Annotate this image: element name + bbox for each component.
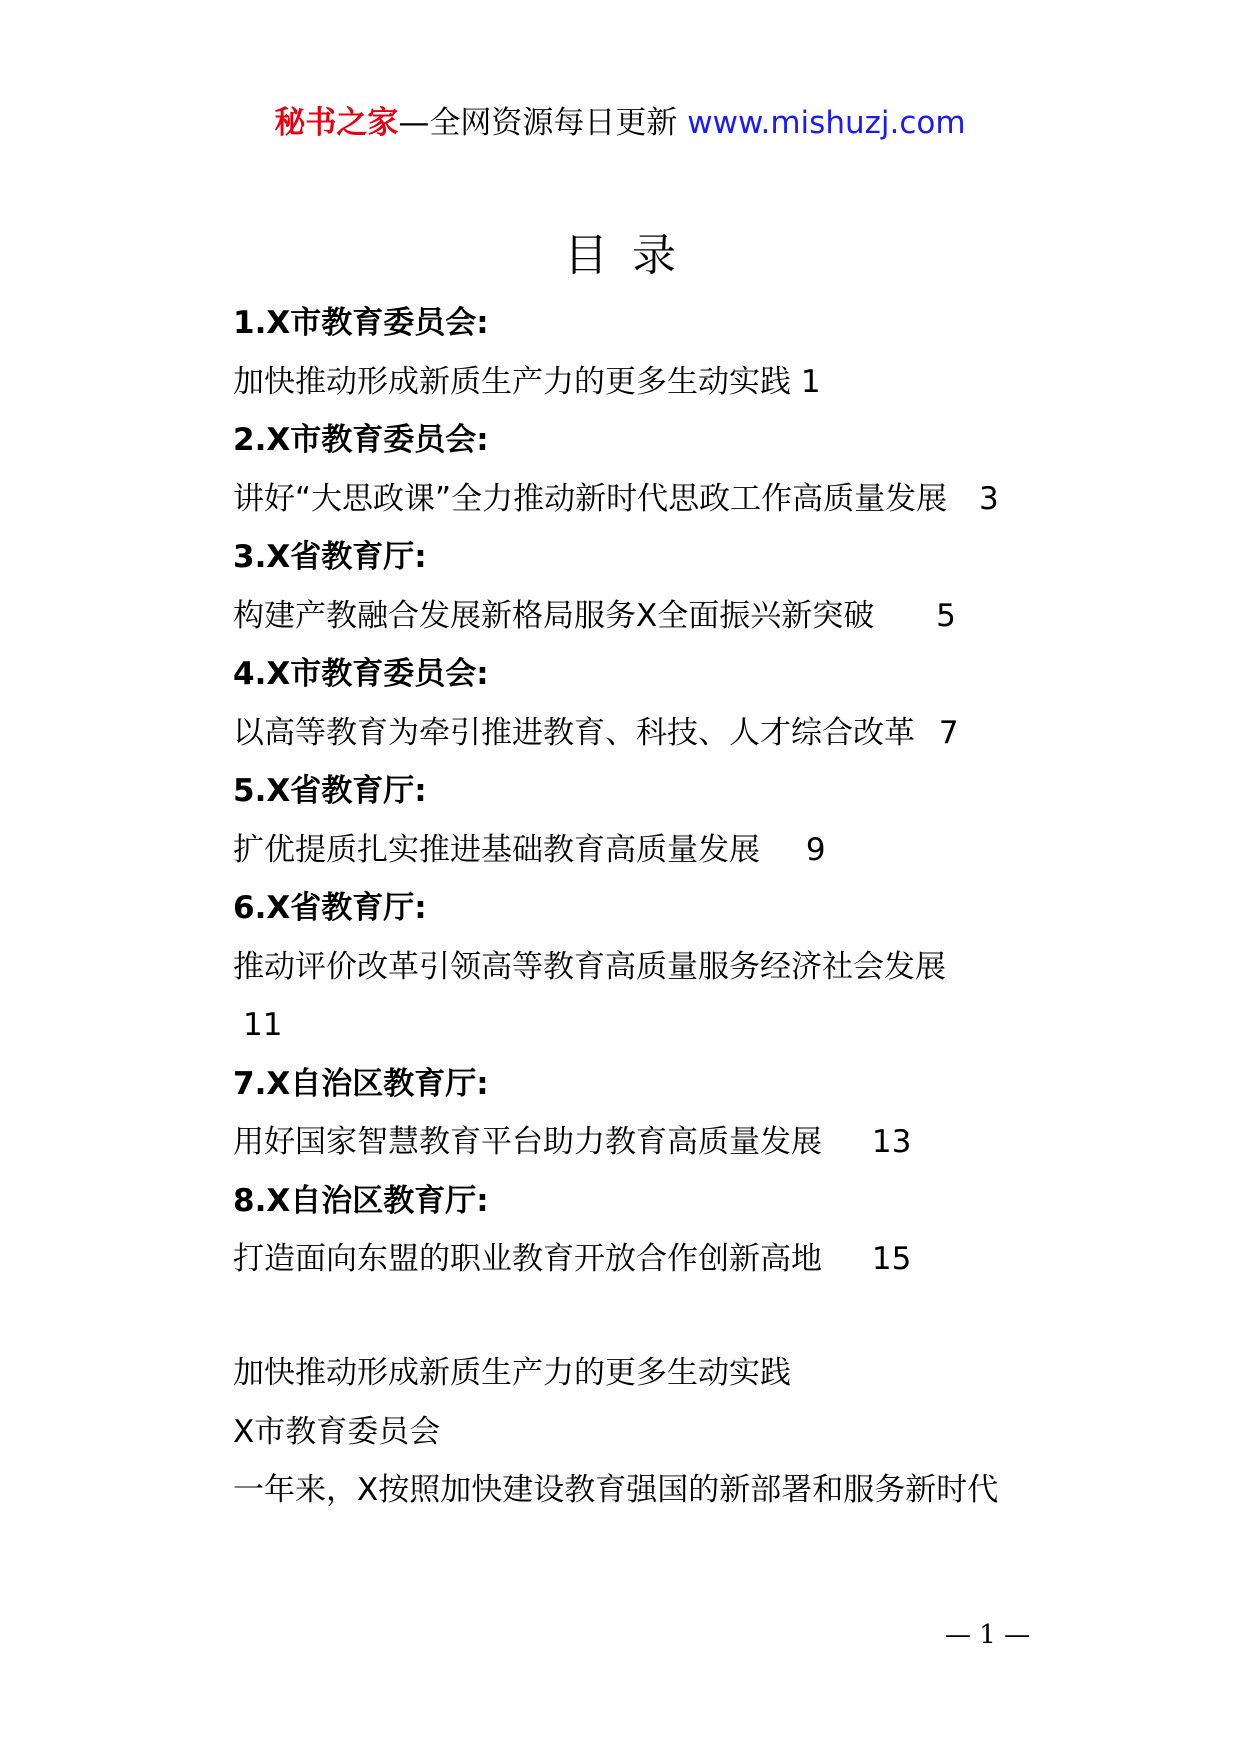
toc-entry-link[interactable] — [233, 470, 1093, 529]
toc-entry-org: 2.X市教育委员会: — [233, 422, 489, 458]
toc-entry-title: 以高等教育为牵引推进教育、科技、人才综合改革 — [233, 714, 915, 751]
header-slogan: —全网资源每日更新 — [398, 105, 688, 141]
article-org: X市教育委员会 — [233, 1413, 441, 1450]
toc-entry-org: 5.X省教育厅: — [233, 773, 427, 809]
toc-entry-page: 1 — [800, 363, 821, 400]
article-title: 加快推动形成新质生产力的更多生动实践 — [233, 1355, 791, 1391]
article-body — [233, 1344, 1103, 1520]
toc-entry-link[interactable] — [233, 1113, 1093, 1172]
toc-entry-title: 扩优提质扎实推进基础教育高质量发展 — [233, 831, 760, 868]
site-header — [0, 103, 1240, 143]
toc-entry-link[interactable] — [233, 1230, 1093, 1289]
toc-entry-org: 7.X自治区教育厅: — [233, 1065, 489, 1102]
toc-entry-org: 6.X省教育厅: — [233, 890, 427, 926]
toc-entry-page: 9 — [805, 831, 826, 868]
toc-entry-link[interactable] — [233, 996, 1093, 1055]
toc-title: 目录 — [564, 230, 700, 281]
toc-entry-link[interactable] — [233, 821, 1093, 880]
table-of-contents — [233, 294, 1093, 1289]
toc-entry-title: 推动评价改革引领高等教育高质量服务经济社会发展 — [233, 948, 946, 985]
toc-entry-page: 15 — [871, 1241, 912, 1277]
toc-entry-title: 打造面向东盟的职业教育开放合作创新高地 — [233, 1241, 822, 1277]
toc-entry-link[interactable] — [233, 938, 1093, 997]
site-url-link[interactable]: www.mishuzj.com — [687, 105, 966, 141]
toc-entry-title: 加快推动形成新质生产力的更多生动实践 — [233, 363, 791, 400]
toc-entry-title: 讲好“大思政课”全力推动新时代思政工作高质量发展 — [233, 480, 948, 517]
toc-entry-title: 构建产教融合发展新格局服务X全面振兴新突破 — [233, 597, 875, 634]
toc-entry-org: 4.X市教育委员会: — [233, 656, 489, 692]
toc-entry-page: 13 — [871, 1124, 912, 1160]
toc-entry-org: 8.X自治区教育厅: — [233, 1182, 489, 1219]
toc-entry-org: 1.X市教育委员会: — [233, 305, 489, 341]
toc-entry-page: 11 — [243, 1007, 283, 1043]
article-paragraph: 一年来，X按照加快建设教育强国的新部署和服务新时代 — [233, 1472, 999, 1508]
toc-entry-page: 3 — [978, 480, 999, 517]
toc-entry-link[interactable] — [233, 353, 1093, 412]
toc-entry-page: 5 — [936, 597, 956, 634]
toc-entry-page: 7 — [938, 714, 959, 751]
toc-entry-link[interactable] — [233, 704, 1093, 763]
brand-name: 秘书之家 — [274, 105, 399, 141]
toc-entry-org: 3.X省教育厅: — [233, 539, 427, 575]
toc-entry-link[interactable] — [233, 587, 1093, 646]
page-number: — 1 — — [945, 1620, 1031, 1650]
toc-entry-title: 用好国家智慧教育平台助力教育高质量发展 — [233, 1124, 822, 1160]
